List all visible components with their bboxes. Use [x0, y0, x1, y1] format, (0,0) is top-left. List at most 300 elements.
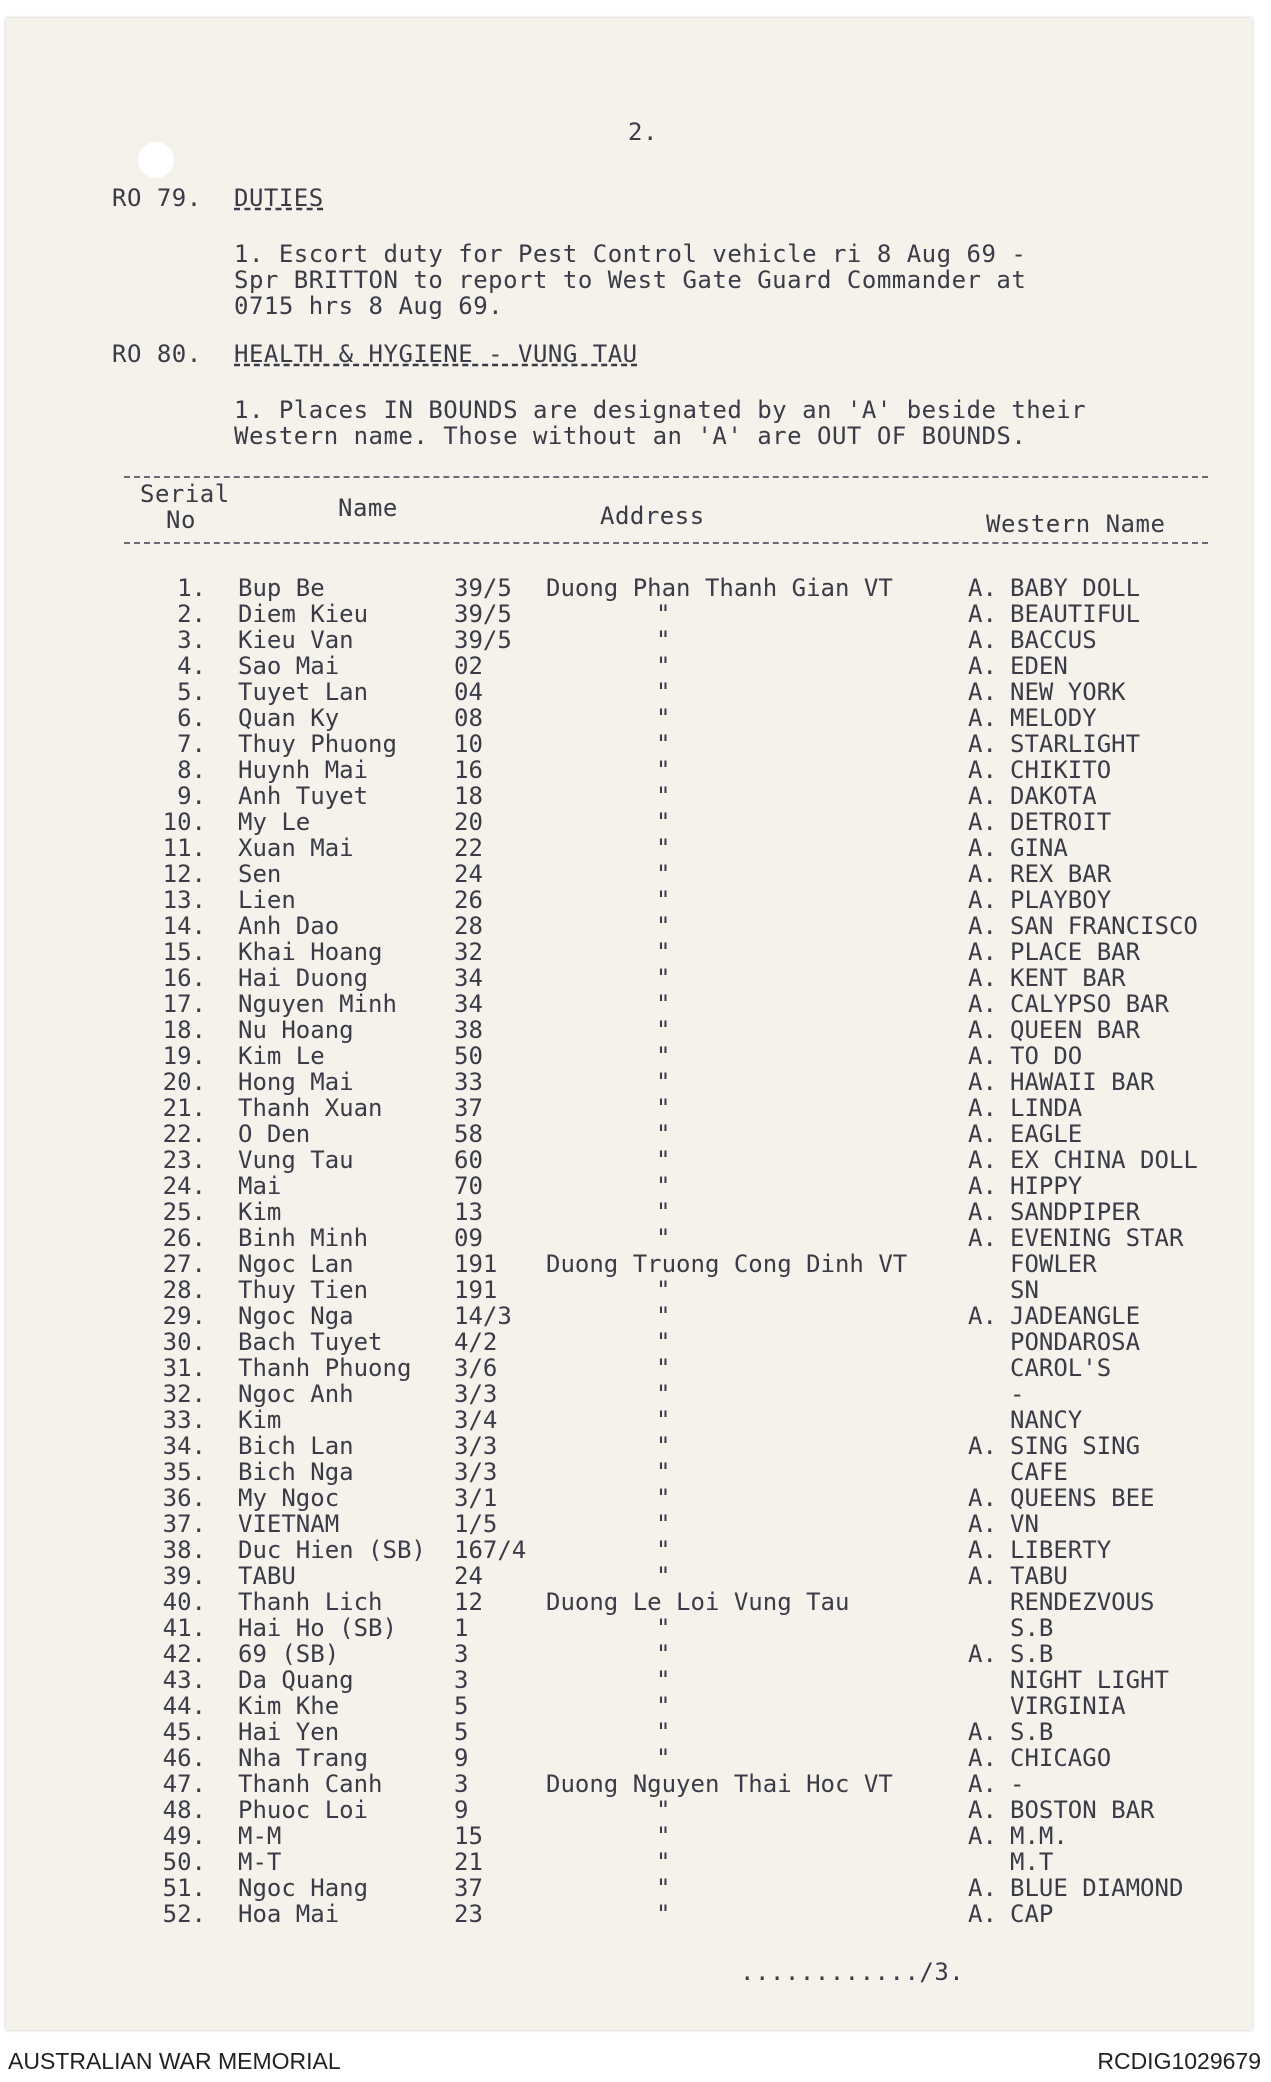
- street-number: 4/2: [454, 1328, 498, 1356]
- in-bounds-mark: A.: [968, 990, 997, 1018]
- western-name: S.B: [1010, 1718, 1054, 1746]
- street-name: ": [656, 1822, 671, 1850]
- street-number: 16: [454, 756, 483, 784]
- table-row: [6, 1250, 1271, 1276]
- street-number: 24: [454, 1562, 483, 1590]
- table-row: [6, 652, 1271, 678]
- serial-no: 28.: [162, 1276, 206, 1304]
- establishment-name: Xuan Mai: [238, 834, 354, 862]
- serial-no: 9.: [177, 782, 206, 810]
- western-name: VN: [1010, 1510, 1039, 1538]
- establishment-name: Thanh Lich: [238, 1588, 383, 1616]
- serial-no: 42.: [162, 1640, 206, 1668]
- serial-no: 33.: [162, 1406, 206, 1434]
- table-row: [6, 1198, 1271, 1224]
- page-number: 2.: [628, 118, 658, 146]
- establishment-name: Diem Kieu: [238, 600, 369, 628]
- street-number: 08: [454, 704, 483, 732]
- street-name: ": [656, 704, 671, 732]
- western-name: S.B: [1010, 1640, 1054, 1668]
- header-western-name: Western Name: [986, 510, 1166, 538]
- street-number: 3: [454, 1640, 469, 1668]
- western-name: NIGHT LIGHT: [1010, 1666, 1169, 1694]
- street-number: 9: [454, 1796, 469, 1824]
- establishment-name: O Den: [238, 1120, 311, 1148]
- serial-no: 2.: [177, 600, 206, 628]
- serial-no: 30.: [162, 1328, 206, 1356]
- street-name: ": [656, 1406, 671, 1434]
- serial-no: 17.: [162, 990, 206, 1018]
- serial-no: 19.: [162, 1042, 206, 1070]
- serial-no: 46.: [162, 1744, 206, 1772]
- street-name: ": [656, 1510, 671, 1538]
- serial-no: 4.: [177, 652, 206, 680]
- table-row: [6, 964, 1271, 990]
- street-name: ": [656, 1094, 671, 1122]
- street-number: 3/4: [454, 1406, 498, 1434]
- header-address: Address: [600, 502, 705, 530]
- street-name: ": [656, 1614, 671, 1642]
- table-row: [6, 600, 1271, 626]
- serial-no: 10.: [162, 808, 206, 836]
- table-row: [6, 1068, 1271, 1094]
- in-bounds-mark: A.: [968, 574, 997, 602]
- table-row: [6, 1874, 1271, 1900]
- serial-no: 3.: [177, 626, 206, 654]
- serial-no: 1.: [177, 574, 206, 602]
- street-name: Duong Le Loi Vung Tau: [546, 1588, 850, 1616]
- western-name: EDEN: [1010, 652, 1068, 680]
- street-name: ": [656, 1562, 671, 1590]
- street-name: ": [656, 1692, 671, 1720]
- street-number: 39/5: [454, 626, 512, 654]
- street-number: 15: [454, 1822, 483, 1850]
- street-name: ": [656, 600, 671, 628]
- street-name: ": [656, 1380, 671, 1408]
- serial-no: 50.: [162, 1848, 206, 1876]
- table-row: [6, 1744, 1271, 1770]
- street-name: ": [656, 1744, 671, 1772]
- street-number: 09: [454, 1224, 483, 1252]
- table-row: [6, 1588, 1271, 1614]
- street-name: ": [656, 1146, 671, 1174]
- western-name: S.B: [1010, 1614, 1054, 1642]
- western-name: SING SING: [1010, 1432, 1141, 1460]
- table-row: [6, 1458, 1271, 1484]
- in-bounds-mark: A.: [968, 834, 997, 862]
- in-bounds-mark: A.: [968, 1068, 997, 1096]
- para-line: 0715 hrs 8 Aug 69.: [234, 292, 504, 320]
- in-bounds-mark: A.: [968, 1536, 997, 1564]
- serial-no: 49.: [162, 1822, 206, 1850]
- street-name: ": [656, 1302, 671, 1330]
- establishment-name: Ngoc Lan: [238, 1250, 354, 1278]
- in-bounds-mark: A.: [968, 626, 997, 654]
- establishment-name: TABU: [238, 1562, 296, 1590]
- in-bounds-mark: A.: [968, 1562, 997, 1590]
- street-name: ": [656, 1536, 671, 1564]
- western-name: CALYPSO BAR: [1010, 990, 1169, 1018]
- table-row: [6, 808, 1271, 834]
- street-number: 13: [454, 1198, 483, 1226]
- establishment-name: Quan Ky: [238, 704, 340, 732]
- serial-no: 52.: [162, 1900, 206, 1928]
- table-row: [6, 678, 1271, 704]
- establishment-name: Nha Trang: [238, 1744, 369, 1772]
- table-row: [6, 1822, 1271, 1848]
- table-row: [6, 782, 1271, 808]
- serial-no: 47.: [162, 1770, 206, 1798]
- table-row: [6, 1484, 1271, 1510]
- western-name: EX CHINA DOLL: [1010, 1146, 1198, 1174]
- in-bounds-mark: A.: [968, 652, 997, 680]
- western-name: EVENING STAR: [1010, 1224, 1184, 1252]
- western-name: MELODY: [1010, 704, 1097, 732]
- establishment-name: Khai Hoang: [238, 938, 383, 966]
- street-number: 04: [454, 678, 483, 706]
- establishment-name: Thuy Tien: [238, 1276, 369, 1304]
- in-bounds-mark: A.: [968, 1770, 997, 1798]
- establishment-name: Lien: [238, 886, 296, 914]
- table-row: [6, 1328, 1271, 1354]
- table-row: [6, 1770, 1271, 1796]
- street-name: ": [656, 1874, 671, 1902]
- street-name: ": [656, 938, 671, 966]
- establishment-name: Thanh Xuan: [238, 1094, 383, 1122]
- street-name: Duong Truong Cong Dinh VT: [546, 1250, 908, 1278]
- street-name: ": [656, 808, 671, 836]
- in-bounds-mark: A.: [968, 1796, 997, 1824]
- table-row: [6, 1302, 1271, 1328]
- table-row: [6, 1406, 1271, 1432]
- serial-no: 24.: [162, 1172, 206, 1200]
- in-bounds-mark: A.: [968, 756, 997, 784]
- serial-no: 31.: [162, 1354, 206, 1382]
- table-row: [6, 938, 1271, 964]
- western-name: DETROIT: [1010, 808, 1112, 836]
- street-number: 38: [454, 1016, 483, 1044]
- street-number: 3/3: [454, 1380, 498, 1408]
- establishment-name: Hong Mai: [238, 1068, 354, 1096]
- serial-no: 32.: [162, 1380, 206, 1408]
- street-number: 5: [454, 1692, 469, 1720]
- section-heading-health: HEALTH & HYGIENE - VUNG TAU: [234, 340, 638, 368]
- western-name: PLAYBOY: [1010, 886, 1112, 914]
- street-name: ": [656, 912, 671, 940]
- street-name: ": [656, 652, 671, 680]
- western-name: M.T: [1010, 1848, 1054, 1876]
- table-row: [6, 1848, 1271, 1874]
- serial-no: 6.: [177, 704, 206, 732]
- table-row: [6, 1016, 1271, 1042]
- street-name: ": [656, 730, 671, 758]
- table-row: [6, 1640, 1271, 1666]
- serial-no: 8.: [177, 756, 206, 784]
- establishment-name: Da Quang: [238, 1666, 354, 1694]
- western-name: -: [1010, 1380, 1025, 1408]
- establishment-name: Tuyet Lan: [238, 678, 369, 706]
- table-row: [6, 990, 1271, 1016]
- establishment-name: Huynh Mai: [238, 756, 369, 784]
- in-bounds-mark: A.: [968, 1198, 997, 1226]
- table-row: [6, 1900, 1271, 1926]
- table-row: [6, 1666, 1271, 1692]
- street-number: 3/3: [454, 1458, 498, 1486]
- serial-no: 18.: [162, 1016, 206, 1044]
- in-bounds-mark: A.: [968, 1016, 997, 1044]
- para-line: 1. Escort duty for Pest Control vehicle ri 8 Aug 69 -: [234, 240, 1027, 268]
- table-row: [6, 1718, 1271, 1744]
- western-name: BACCUS: [1010, 626, 1097, 654]
- table-row: [6, 756, 1271, 782]
- street-number: 50: [454, 1042, 483, 1070]
- establishment-name: Vung Tau: [238, 1146, 354, 1174]
- western-name: GINA: [1010, 834, 1068, 862]
- establishment-name: Bup Be: [238, 574, 325, 602]
- in-bounds-mark: A.: [968, 730, 997, 758]
- street-number: 32: [454, 938, 483, 966]
- street-number: 34: [454, 990, 483, 1018]
- street-number: 10: [454, 730, 483, 758]
- western-name: RENDEZVOUS: [1010, 1588, 1155, 1616]
- in-bounds-mark: A.: [968, 1484, 997, 1512]
- table-row: [6, 1120, 1271, 1146]
- street-number: 14/3: [454, 1302, 512, 1330]
- in-bounds-mark: A.: [968, 1302, 997, 1330]
- western-name: LINDA: [1010, 1094, 1083, 1122]
- western-name: QUEENS BEE: [1010, 1484, 1155, 1512]
- table-rule-bottom: [124, 542, 1208, 544]
- table-row: [6, 1354, 1271, 1380]
- street-name: ": [656, 1224, 671, 1252]
- street-number: 167/4: [454, 1536, 527, 1564]
- serial-no: 21.: [162, 1094, 206, 1122]
- western-name: BEAUTIFUL: [1010, 600, 1141, 628]
- street-number: 1/5: [454, 1510, 498, 1538]
- in-bounds-mark: A.: [968, 1172, 997, 1200]
- street-name: ": [656, 886, 671, 914]
- table-row: [6, 1536, 1271, 1562]
- street-name: ": [656, 1666, 671, 1694]
- establishment-name: Hai Duong: [238, 964, 369, 992]
- street-name: Duong Phan Thanh Gian VT: [546, 574, 893, 602]
- establishment-name: Mai: [238, 1172, 282, 1200]
- serial-no: 26.: [162, 1224, 206, 1252]
- table-row: [6, 704, 1271, 730]
- western-name: QUEEN BAR: [1010, 1016, 1141, 1044]
- establishment-name: Hai Ho (SB): [238, 1614, 397, 1642]
- serial-no: 44.: [162, 1692, 206, 1720]
- in-bounds-mark: A.: [968, 1224, 997, 1252]
- street-number: 37: [454, 1094, 483, 1122]
- street-name: ": [656, 678, 671, 706]
- western-name: BOSTON BAR: [1010, 1796, 1155, 1824]
- in-bounds-mark: A.: [968, 886, 997, 914]
- in-bounds-mark: A.: [968, 1640, 997, 1668]
- table-row: [6, 1276, 1271, 1302]
- western-name: PONDAROSA: [1010, 1328, 1141, 1356]
- western-name: CHIKITO: [1010, 756, 1112, 784]
- street-number: 70: [454, 1172, 483, 1200]
- western-name: BLUE DIAMOND: [1010, 1874, 1184, 1902]
- establishment-name: Kieu Van: [238, 626, 354, 654]
- street-name: ": [656, 1796, 671, 1824]
- establishment-name: Thanh Canh: [238, 1770, 383, 1798]
- street-name: ": [656, 1354, 671, 1382]
- serial-no: 11.: [162, 834, 206, 862]
- establishment-name: Hoa Mai: [238, 1900, 340, 1928]
- table-row: [6, 1224, 1271, 1250]
- street-number: 3: [454, 1666, 469, 1694]
- serial-no: 39.: [162, 1562, 206, 1590]
- establishment-name: Nu Hoang: [238, 1016, 354, 1044]
- footer-record-id: RCDIG1029679: [1097, 2048, 1261, 2074]
- street-number: 3/6: [454, 1354, 498, 1382]
- street-name: ": [656, 1016, 671, 1044]
- street-number: 3/1: [454, 1484, 498, 1512]
- establishment-name: Nguyen Minh: [238, 990, 397, 1018]
- street-number: 191: [454, 1276, 498, 1304]
- street-name: ": [656, 1172, 671, 1200]
- establishment-name: Ngoc Nga: [238, 1302, 354, 1330]
- street-name: ": [656, 1276, 671, 1304]
- table-row: [6, 730, 1271, 756]
- table-row: [6, 1796, 1271, 1822]
- western-name: BABY DOLL: [1010, 574, 1141, 602]
- establishment-name: Bach Tuyet: [238, 1328, 383, 1356]
- western-name: M.M.: [1010, 1822, 1068, 1850]
- establishment-name: Duc Hien (SB): [238, 1536, 426, 1564]
- section-code-ro79: RO 79.: [112, 184, 202, 212]
- table-row: [6, 886, 1271, 912]
- establishment-name: Ngoc Hang: [238, 1874, 369, 1902]
- street-number: 60: [454, 1146, 483, 1174]
- serial-no: 15.: [162, 938, 206, 966]
- serial-no: 43.: [162, 1666, 206, 1694]
- serial-no: 22.: [162, 1120, 206, 1148]
- table-row: [6, 1172, 1271, 1198]
- serial-no: 29.: [162, 1302, 206, 1330]
- establishment-name: Sao Mai: [238, 652, 340, 680]
- in-bounds-mark: A.: [968, 1718, 997, 1746]
- street-name: ": [656, 1042, 671, 1070]
- serial-no: 34.: [162, 1432, 206, 1460]
- establishment-name: Kim: [238, 1198, 282, 1226]
- western-name: NEW YORK: [1010, 678, 1126, 706]
- establishment-name: Ngoc Anh: [238, 1380, 354, 1408]
- header-no: No: [166, 506, 196, 534]
- street-number: 24: [454, 860, 483, 888]
- serial-no: 45.: [162, 1718, 206, 1746]
- serial-no: 51.: [162, 1874, 206, 1902]
- serial-no: 20.: [162, 1068, 206, 1096]
- table-rule-top: [124, 476, 1208, 478]
- street-name: ": [656, 860, 671, 888]
- continuation-marker: ............/3.: [740, 1958, 965, 1986]
- establishment-name: Thuy Phuong: [238, 730, 397, 758]
- serial-no: 14.: [162, 912, 206, 940]
- street-number: 5: [454, 1718, 469, 1746]
- street-number: 26: [454, 886, 483, 914]
- table-row: [6, 574, 1271, 600]
- table-row: [6, 1432, 1271, 1458]
- establishment-name: Kim Khe: [238, 1692, 340, 1720]
- establishment-name: VIETNAM: [238, 1510, 340, 1538]
- western-name: DAKOTA: [1010, 782, 1097, 810]
- table-row: [6, 1614, 1271, 1640]
- serial-no: 36.: [162, 1484, 206, 1512]
- table-row: [6, 626, 1271, 652]
- street-number: 33: [454, 1068, 483, 1096]
- serial-no: 41.: [162, 1614, 206, 1642]
- serial-no: 5.: [177, 678, 206, 706]
- in-bounds-mark: A.: [968, 860, 997, 888]
- street-number: 21: [454, 1848, 483, 1876]
- in-bounds-mark: A.: [968, 1900, 997, 1928]
- western-name: JADEANGLE: [1010, 1302, 1141, 1330]
- street-name: ": [656, 1198, 671, 1226]
- in-bounds-mark: A.: [968, 1822, 997, 1850]
- western-name: PLACE BAR: [1010, 938, 1141, 966]
- street-number: 18: [454, 782, 483, 810]
- western-name: -: [1010, 1770, 1025, 1798]
- street-number: 28: [454, 912, 483, 940]
- street-number: 22: [454, 834, 483, 862]
- street-number: 1: [454, 1614, 469, 1642]
- para-line: 1. Places IN BOUNDS are designated by an 'A' beside their: [234, 396, 1087, 424]
- street-number: 58: [454, 1120, 483, 1148]
- serial-no: 27.: [162, 1250, 206, 1278]
- establishment-name: Kim Le: [238, 1042, 325, 1070]
- street-name: ": [656, 1458, 671, 1486]
- header-serial: Serial: [140, 480, 230, 508]
- serial-no: 16.: [162, 964, 206, 992]
- serial-no: 37.: [162, 1510, 206, 1538]
- western-name: REX BAR: [1010, 860, 1112, 888]
- para-line: Western name. Those without an 'A' are OUT OF BOUNDS.: [234, 422, 1027, 450]
- in-bounds-mark: A.: [968, 964, 997, 992]
- street-number: 9: [454, 1744, 469, 1772]
- street-name: ": [656, 1068, 671, 1096]
- in-bounds-mark: A.: [968, 1744, 997, 1772]
- in-bounds-mark: A.: [968, 912, 997, 940]
- serial-no: 40.: [162, 1588, 206, 1616]
- street-name: ": [656, 626, 671, 654]
- western-name: SN: [1010, 1276, 1039, 1304]
- street-number: 3: [454, 1770, 469, 1798]
- street-name: ": [656, 1432, 671, 1460]
- street-number: 191: [454, 1250, 498, 1278]
- western-name: VIRGINIA: [1010, 1692, 1126, 1720]
- in-bounds-mark: A.: [968, 938, 997, 966]
- establishment-name: Sen: [238, 860, 282, 888]
- western-name: KENT BAR: [1010, 964, 1126, 992]
- street-name: ": [656, 1484, 671, 1512]
- western-name: LIBERTY: [1010, 1536, 1112, 1564]
- para-line: Spr BRITTON to report to West Gate Guard Commander at: [234, 266, 1027, 294]
- street-name: ": [656, 1328, 671, 1356]
- street-number: 20: [454, 808, 483, 836]
- street-name: ": [656, 1120, 671, 1148]
- table-row: [6, 834, 1271, 860]
- punch-hole: [138, 142, 174, 178]
- footer-archive-name: AUSTRALIAN WAR MEMORIAL: [8, 2048, 341, 2074]
- establishment-name: Thanh Phuong: [238, 1354, 412, 1382]
- western-name: TABU: [1010, 1562, 1068, 1590]
- street-name: ": [656, 1848, 671, 1876]
- establishment-name: 69 (SB): [238, 1640, 340, 1668]
- western-name: CAP: [1010, 1900, 1054, 1928]
